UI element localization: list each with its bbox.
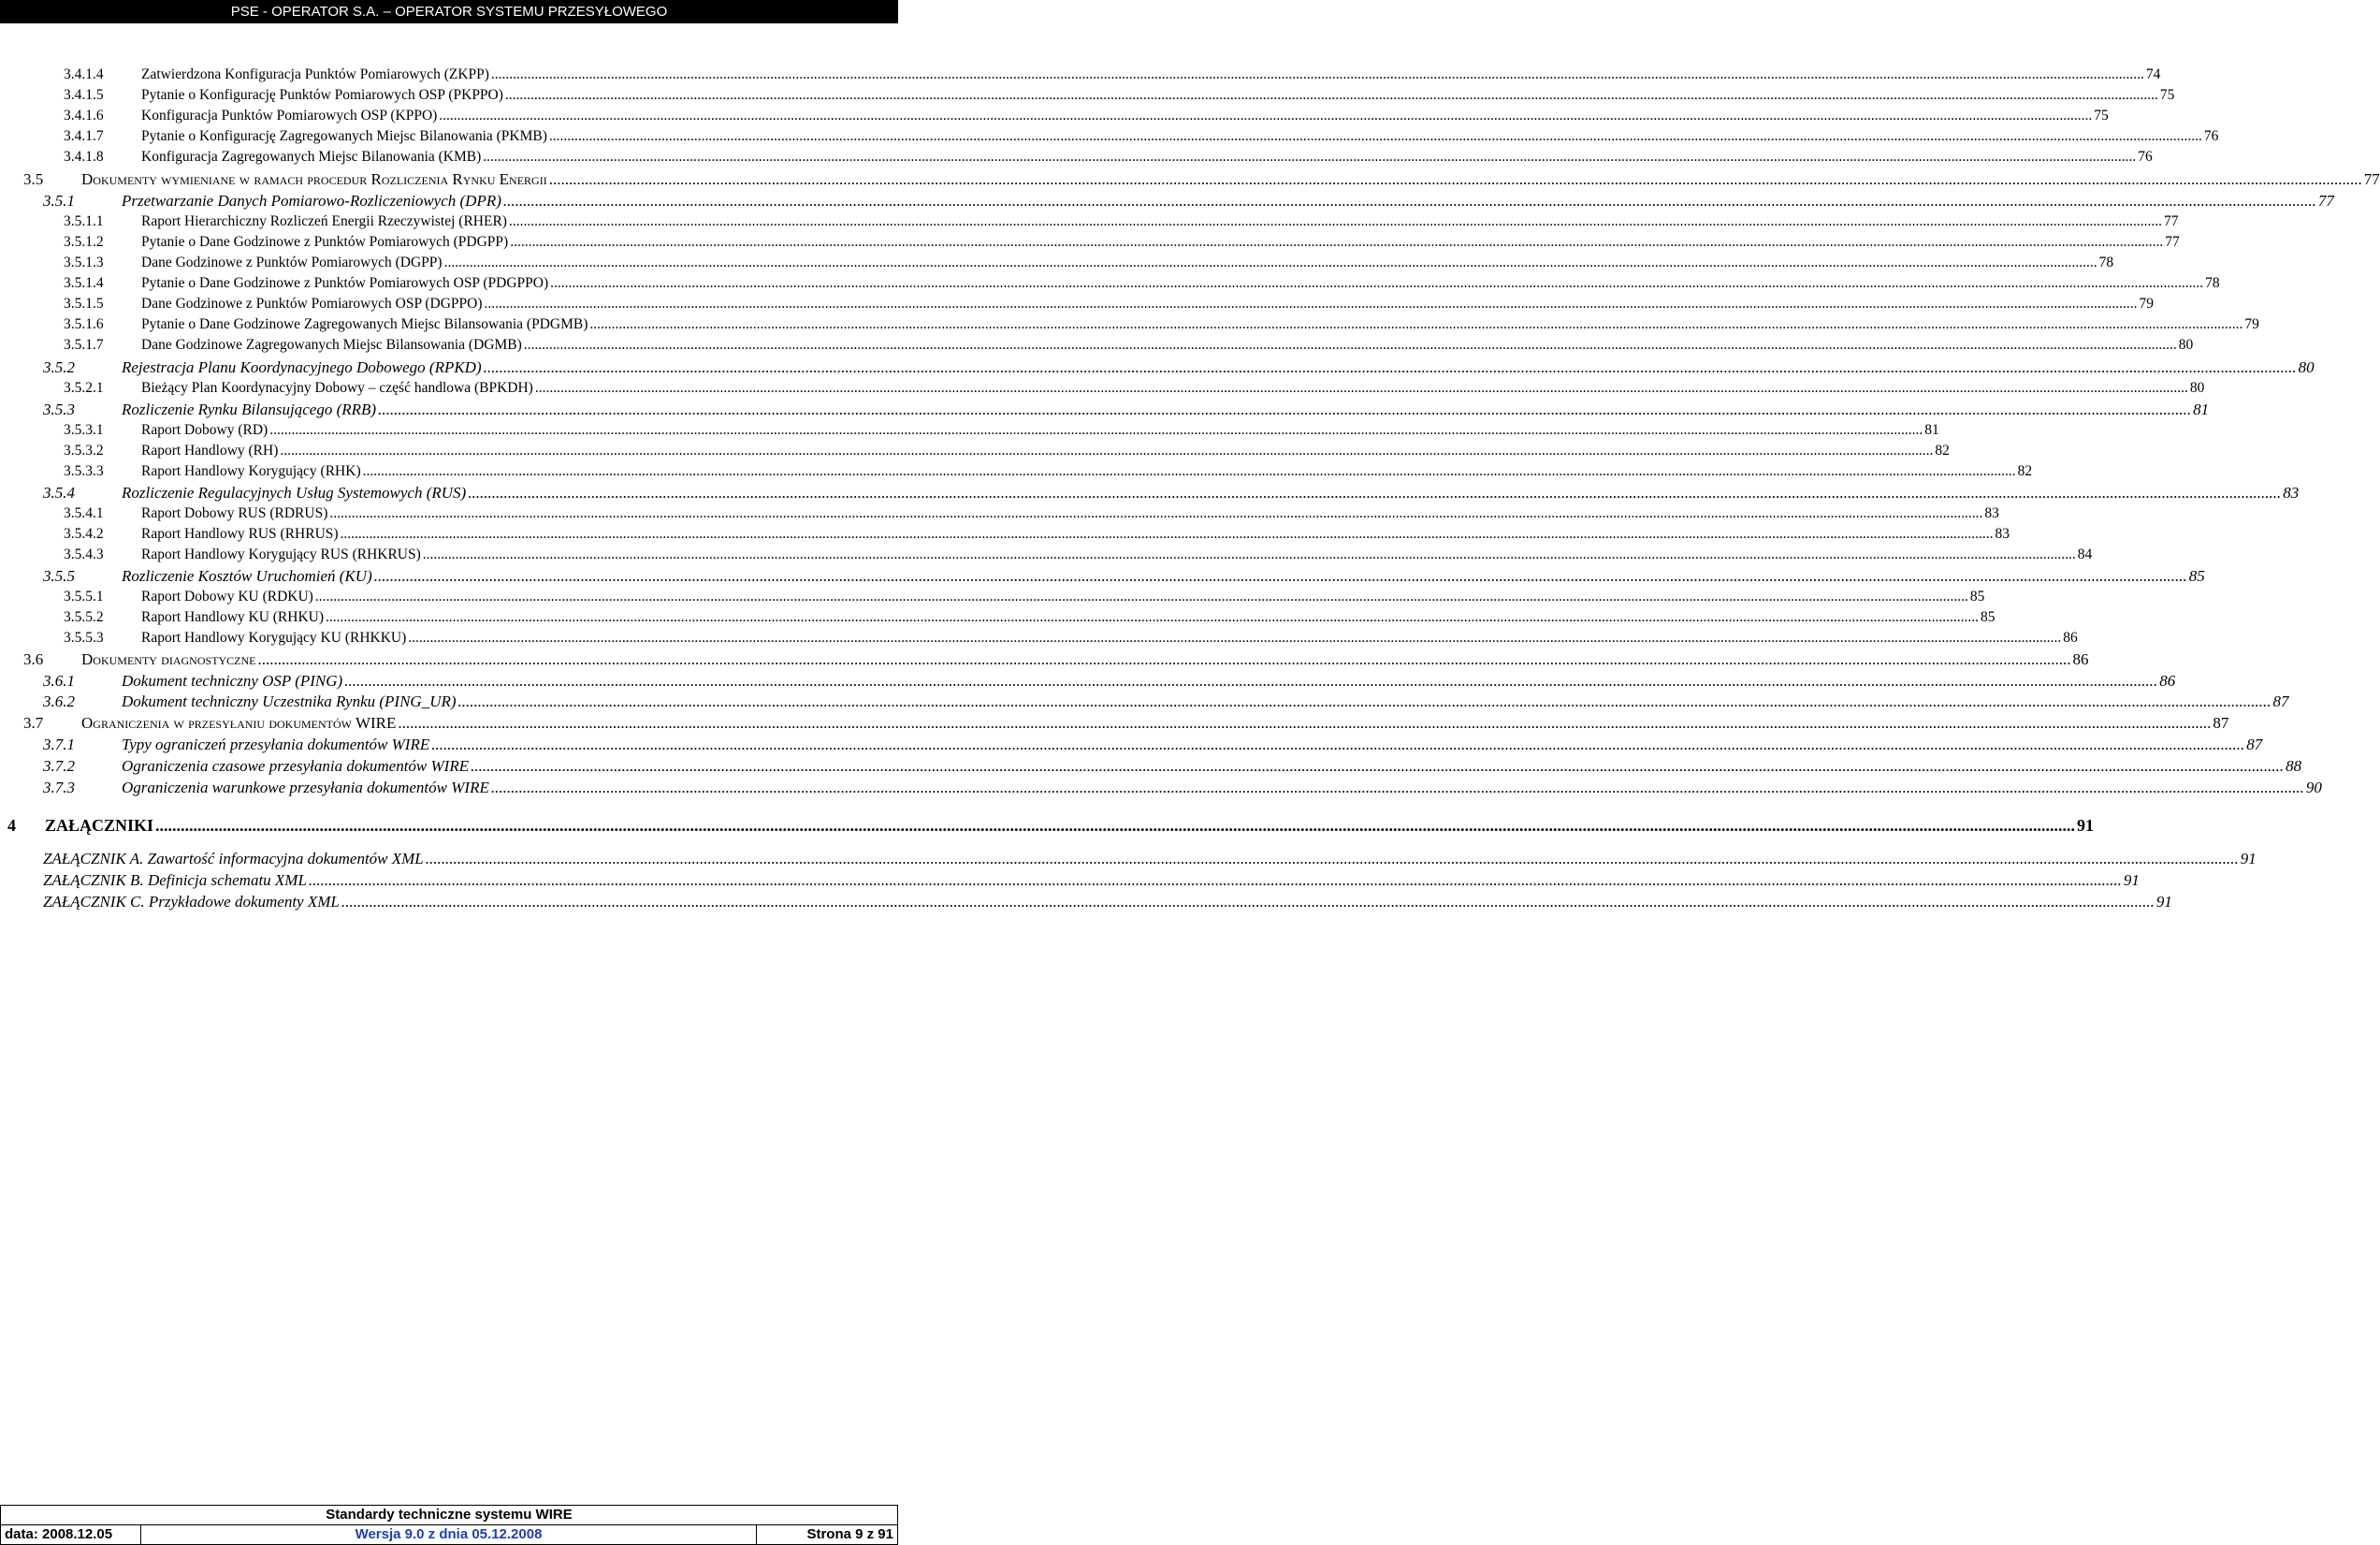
toc-entry-page: 90 <box>2305 779 2322 796</box>
toc-entry-page: 83 <box>1995 526 2010 542</box>
toc-entry-title: Rozliczenie Regulacyjnych Usług Systemowych (RUS) <box>122 484 467 502</box>
toc-entry-page: 75 <box>2094 108 2109 124</box>
toc-entry-title: Dane Godzinowe z Punktów Pomiarowych OSP (DGPPO) <box>141 296 483 312</box>
toc-entry-title: Zatwierdzona Konfiguracja Punktów Pomiarowych (ZKPP) <box>141 66 489 82</box>
toc-dot-leader <box>329 505 1982 522</box>
toc-entry-title: Dane Godzinowe z Punktów Pomiarowych (DGPP) <box>141 255 443 270</box>
toc-dot-leader <box>398 714 2211 733</box>
toc-entry[interactable] <box>64 422 1939 439</box>
toc-entry-page: 82 <box>2017 463 2033 479</box>
toc-entry-number: 3.6 <box>23 650 44 668</box>
toc-dot-leader <box>549 170 2362 189</box>
toc-dot-leader <box>468 484 2281 503</box>
toc-entry-number: 3.4.1.7 <box>64 128 104 144</box>
toc-entry-number: 3.6.2 <box>43 692 75 710</box>
toc-dot-leader <box>535 380 2188 397</box>
toc-entry-title: Pytanie o Dane Godzinowe Zagregowanych Miejsc Bilansowania (PDGMB) <box>141 316 588 332</box>
toc-entry[interactable] <box>43 736 2263 754</box>
toc-dot-leader <box>439 108 2092 124</box>
toc-dot-leader <box>484 358 2297 377</box>
toc-entry-number: 3.5.3.3 <box>64 463 104 479</box>
toc-entry-page: 91 <box>2240 850 2257 867</box>
toc-entry[interactable] <box>64 609 1995 626</box>
toc-entry-number: 3.7.2 <box>43 757 75 775</box>
toc-entry-number: 3.5.3 <box>43 401 75 418</box>
toc-entry-title: Konfiguracja Zagregowanych Miejsc Bilanowania (KMB) <box>141 149 482 165</box>
toc-dot-leader <box>524 337 2177 354</box>
toc-entry-page: 79 <box>2244 316 2259 332</box>
toc-entry[interactable] <box>43 358 2315 377</box>
toc-entry-number: 3.5.4.1 <box>64 505 104 521</box>
toc-entry-title: Raport Dobowy (RD) <box>141 422 268 438</box>
toc-dot-leader <box>431 736 2244 754</box>
toc-entry-number: 3.5.5.1 <box>64 589 104 605</box>
toc-entry-title: Pytanie o Dane Godzinowe z Punktów Pomiarowych OSP (PDGPPO) <box>141 275 549 291</box>
toc-entry[interactable] <box>64 547 2093 563</box>
toc-entry[interactable] <box>43 757 2302 776</box>
toc-dot-leader <box>374 567 2187 586</box>
toc-dot-leader <box>344 672 2157 691</box>
toc-dot-leader <box>363 463 2016 480</box>
toc-entry-number: 3.5.5.3 <box>64 630 104 646</box>
toc-entry-title: Raport Handlowy Korygujący (RHK) <box>141 463 361 479</box>
toc-entry-page: 82 <box>1935 443 1950 459</box>
toc-entry[interactable] <box>64 213 2179 230</box>
toc-entry-number: 4 <box>7 816 16 835</box>
toc-dot-leader <box>378 401 2191 419</box>
toc-entry-page: 77 <box>2363 170 2380 188</box>
toc-entry-page: 76 <box>2203 128 2219 144</box>
toc-dot-leader <box>491 779 2304 797</box>
toc-entry[interactable] <box>43 672 2176 691</box>
footer-version: Wersja 9.0 z dnia 05.12.2008 <box>141 1525 757 1544</box>
toc-entry-title: Ograniczenia w przesyłaniu dokumentów WIRE <box>81 714 397 732</box>
toc-entry-title: Typy ograniczeń przesyłania dokumentów WIRE <box>122 736 430 753</box>
toc-entry[interactable] <box>43 871 2140 890</box>
toc-entry[interactable] <box>64 128 2219 145</box>
toc-entry-number: 3.5.1.3 <box>64 255 104 270</box>
toc-entry-title: Pytanie o Konfigurację Punktów Pomiarowych OSP (PKPPO) <box>141 87 503 103</box>
footer-info-row <box>0 1524 898 1545</box>
toc-dot-leader <box>550 275 2203 292</box>
toc-entry-page: 86 <box>2072 650 2089 668</box>
toc-entry[interactable] <box>64 87 2175 104</box>
toc-entry-page: 81 <box>2193 401 2210 418</box>
toc-entry-number: 3.4.1.4 <box>64 66 104 82</box>
toc-entry-page: 77 <box>2163 213 2179 229</box>
toc-dot-leader <box>503 192 2316 211</box>
toc-entry-page: 85 <box>1981 609 1995 625</box>
toc-entry[interactable] <box>43 484 2300 503</box>
toc-entry-number: 3.5.2 <box>43 358 75 376</box>
toc-entry[interactable] <box>23 714 2229 733</box>
toc-entry-number: 3.5.4.2 <box>64 526 104 542</box>
toc-entry[interactable] <box>7 816 2095 836</box>
toc-entry[interactable] <box>23 650 2089 669</box>
toc-dot-leader <box>408 630 2061 647</box>
toc-entry-title: Raport Handlowy Korygujący KU (RHKKU) <box>141 630 407 646</box>
toc-entry-title: Raport Handlowy Korygujący RUS (RHKRUS) <box>141 547 421 562</box>
toc-entry-page: 79 <box>2139 296 2155 312</box>
toc-entry-title: Raport Handlowy KU (RHKU) <box>141 609 325 625</box>
toc-entry-number: 3.5.4 <box>43 484 75 502</box>
toc-entry-title: Raport Dobowy KU (RDKU) <box>141 589 313 605</box>
toc-entry-page: 91 <box>2077 816 2095 835</box>
toc-entry-number: 3.5.1.2 <box>64 234 104 250</box>
toc-entry-number: 3.4.1.5 <box>64 87 104 103</box>
toc-entry-page: 87 <box>2272 692 2289 710</box>
toc-entry-title: Pytanie o Konfigurację Zagregowanych Miejsc Bilanowania (PKMB) <box>141 128 547 144</box>
toc-entry[interactable] <box>64 589 1985 605</box>
toc-entry-page: 85 <box>1969 589 1985 605</box>
toc-entry-page: 80 <box>2178 337 2194 353</box>
toc-dot-leader <box>444 255 2097 271</box>
toc-entry-page: 87 <box>2213 714 2229 732</box>
toc-entry-title: Ograniczenia warunkowe przesyłania dokumentów WIRE <box>122 779 489 796</box>
toc-entry-page: 86 <box>2159 672 2176 690</box>
toc-entry-title: ZAŁĄCZNIK B. Definicja schematu XML <box>43 871 307 889</box>
toc-dot-leader <box>423 547 2076 563</box>
toc-entry-number: 3.5.3.1 <box>64 422 104 438</box>
toc-dot-leader <box>341 526 1994 543</box>
footer-date: data: 2008.12.05 <box>1 1525 141 1544</box>
toc-dot-leader <box>485 296 2138 313</box>
toc-entry[interactable] <box>64 275 2220 292</box>
toc-entry-title: Dane Godzinowe Zagregowanych Miejsc Bilansowania (DGMB) <box>141 337 522 353</box>
running-header: PSE - OPERATOR S.A. – OPERATOR SYSTEMU PRZESYŁOWEGO <box>0 0 898 23</box>
toc-dot-leader <box>509 213 2162 230</box>
toc-entry-page: 81 <box>1924 422 1939 438</box>
toc-entry-number: 3.4.1.6 <box>64 108 104 124</box>
toc-dot-leader <box>458 692 2271 711</box>
toc-dot-leader <box>280 443 1933 459</box>
toc-entry[interactable] <box>64 463 2033 480</box>
toc-dot-leader <box>155 816 2075 836</box>
toc-entry[interactable] <box>23 170 2380 189</box>
toc-dot-leader <box>510 234 2163 251</box>
toc-entry-page: 83 <box>1984 505 1999 521</box>
toc-dot-leader <box>426 850 2239 868</box>
toc-entry[interactable] <box>64 296 2155 313</box>
toc-entry-page: 77 <box>2165 234 2180 250</box>
toc-entry-title: Raport Handlowy RUS (RHRUS) <box>141 526 339 542</box>
toc-dot-leader <box>491 66 2144 83</box>
toc-entry-number: 3.7.1 <box>43 736 75 753</box>
toc-entry-number: 3.5.2.1 <box>64 380 104 396</box>
toc-entry-title: Raport Handlowy (RH) <box>141 443 279 459</box>
toc-entry-title: Dokumenty wymieniane w ramach procedur Rozliczenia Rynku Energii <box>81 170 547 188</box>
toc-entry-title: Rozliczenie Kosztów Uruchomień (KU) <box>122 567 372 585</box>
toc-dot-leader <box>471 757 2284 776</box>
toc-dot-leader <box>258 650 2071 669</box>
toc-entry-page: 87 <box>2246 736 2263 753</box>
toc-dot-leader <box>326 609 1979 626</box>
toc-entry-number: 3.5.1.5 <box>64 296 104 312</box>
toc-entry-number: 3.5.1.6 <box>64 316 104 332</box>
toc-entry-title: Przetwarzanie Danych Pomiarowo-Rozliczeniowych (DPR) <box>122 192 501 210</box>
toc-dot-leader <box>549 128 2202 145</box>
toc-entry-title: ZAŁĄCZNIK C. Przykładowe dokumenty XML <box>43 893 340 911</box>
toc-entry-title: Rozliczenie Rynku Bilansującego (RRB) <box>122 401 377 418</box>
toc-dot-leader <box>315 589 1968 605</box>
toc-entry-page: 76 <box>2138 149 2153 165</box>
toc-entry[interactable] <box>43 692 2289 711</box>
footer-page-number: Strona 9 z 91 <box>806 1526 893 1542</box>
toc-entry-number: 3.5.1.4 <box>64 275 104 291</box>
toc-entry-number: 3.7.3 <box>43 779 75 796</box>
toc-entry-title: Dokument techniczny Uczestnika Rynku (PING_UR) <box>122 692 457 710</box>
toc-entry-title: Raport Dobowy RUS (RDRUS) <box>141 505 328 521</box>
toc-entry-title: ZAŁĄCZNIKI <box>45 816 154 835</box>
toc-entry[interactable] <box>43 850 2257 868</box>
toc-entry[interactable] <box>43 192 2334 211</box>
toc-entry[interactable] <box>43 893 2172 911</box>
toc-entry-title: Bieżący Plan Koordynacyjny Dobowy – część handlowa (BPKDH) <box>141 380 533 396</box>
toc-entry-number: 3.4.1.8 <box>64 149 104 165</box>
toc-entry-page: 85 <box>2188 567 2205 585</box>
toc-entry-page: 74 <box>2145 66 2161 82</box>
toc-dot-leader <box>483 149 2136 166</box>
toc-entry-page: 91 <box>2123 871 2140 889</box>
toc-entry-number: 3.5 <box>23 170 44 188</box>
toc-entry-number: 3.6.1 <box>43 672 75 690</box>
toc-entry[interactable] <box>43 779 2322 797</box>
toc-entry-title: ZAŁĄCZNIK A. Zawartość informacyjna dokumentów XML <box>43 850 424 867</box>
toc-entry-page: 80 <box>2189 380 2205 396</box>
toc-entry[interactable] <box>64 630 2078 647</box>
toc-entry-title: Dokumenty diagnostyczne <box>81 650 256 668</box>
toc-entry[interactable] <box>64 443 1950 459</box>
toc-entry-title: Raport Hierarchiczny Rozliczeń Energii Rzeczywistej (RHER) <box>141 213 507 229</box>
toc-entry[interactable] <box>64 234 2180 251</box>
toc-entry[interactable] <box>64 66 2161 83</box>
toc-entry-page: 83 <box>2283 484 2300 502</box>
toc-entry-number: 3.5.5.2 <box>64 609 104 625</box>
toc-entry-page: 77 <box>2317 192 2334 210</box>
toc-entry-title: Konfiguracja Punktów Pomiarowych OSP (KPPO) <box>141 108 438 124</box>
toc-entry[interactable] <box>64 149 2153 166</box>
toc-entry-page: 84 <box>2077 547 2093 562</box>
toc-entry-page: 86 <box>2063 630 2078 646</box>
toc-entry-number: 3.5.5 <box>43 567 75 585</box>
toc-entry[interactable] <box>43 567 2205 586</box>
toc-entry-page: 78 <box>2205 275 2220 291</box>
toc-entry-page: 80 <box>2298 358 2315 376</box>
toc-entry-title: Ograniczenia czasowe przesyłania dokumentów WIRE <box>122 757 470 775</box>
toc-entry-number: 3.5.1 <box>43 192 75 210</box>
toc-entry-title: Pytanie o Dane Godzinowe z Punktów Pomiarowych (PDGPP) <box>141 234 509 250</box>
toc-entry[interactable] <box>64 337 2194 354</box>
toc-entry-title: Rejestracja Planu Koordynacyjnego Dobowego (RPKD) <box>122 358 482 376</box>
toc-entry[interactable] <box>43 401 2210 419</box>
toc-entry[interactable] <box>64 505 1999 522</box>
toc-entry[interactable] <box>64 255 2114 271</box>
toc-dot-leader <box>505 87 2158 104</box>
toc-entry-number: 3.5.1.1 <box>64 213 104 229</box>
toc-entry[interactable] <box>64 380 2205 397</box>
toc-dot-leader <box>309 871 2122 890</box>
toc-dot-leader <box>269 422 1923 439</box>
toc-entry-page: 88 <box>2286 757 2302 775</box>
toc-entry[interactable] <box>64 316 2259 333</box>
footer-document-title: Standardy techniczne systemu WIRE <box>0 1505 898 1525</box>
toc-entry-number: 3.7 <box>23 714 44 732</box>
toc-entry-page: 78 <box>2098 255 2114 270</box>
toc-entry-page: 75 <box>2159 87 2175 103</box>
toc-entry-page: 91 <box>2155 893 2172 911</box>
toc-dot-leader <box>589 316 2242 333</box>
toc-entry[interactable] <box>64 108 2109 124</box>
toc-entry-title: Dokument techniczny OSP (PING) <box>122 672 343 690</box>
toc-entry[interactable] <box>64 526 2010 543</box>
toc-entry-number: 3.5.4.3 <box>64 547 104 562</box>
toc-entry-number: 3.5.1.7 <box>64 337 104 353</box>
toc-dot-leader <box>341 893 2155 911</box>
toc-entry-number: 3.5.3.2 <box>64 443 104 459</box>
